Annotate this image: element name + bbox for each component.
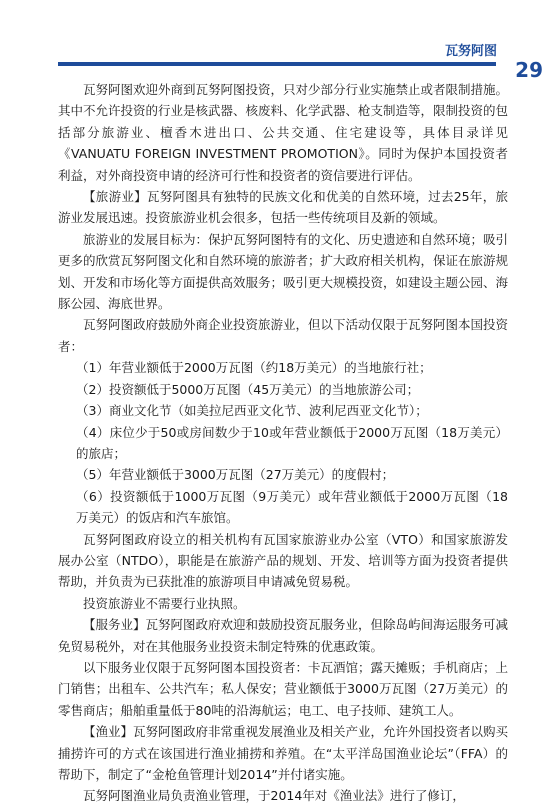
paragraph-tourism: 【旅游业】瓦努阿图具有独特的民族文化和优美的自然环境，过去25年，旅游业发展迅速。投资旅游业机会很多，包括一些传统项目及新的领域。 <box>58 189 508 226</box>
paragraph-tourism-restrictions: 瓦努阿图政府鼓励外商企业投资旅游业，但以下活动仅限于瓦努阿图本国投资者： <box>58 317 509 354</box>
list-item-5: （5）年营业额低于3000万瓦图（27万美元）的度假村； <box>76 467 395 483</box>
paragraph-fisheries-management: 瓦努阿图渔业局负责渔业管理，于2014年对《渔业法》进行了修订， <box>83 788 465 804</box>
paragraph-tourism-license: 投资旅游业不需要行业执照。 <box>83 595 246 611</box>
paragraph-intro: 瓦努阿图欢迎外商到瓦努阿图投资，只对少部分行业实施禁止或者限制措施。其中不允许投资的行业是核武器、核废料、化学武器、枪支制造等，限制投资的包括部分旅游业、檀香木进出口、公共交通、住宅建设等，具体目录详见《VANUATU FOREIGN INVESTMENT PROMOTION》。同时为保护本国投资者利益，对外商投资申请的经济可行性和投资者的资信要进行评估。 <box>58 82 509 183</box>
paragraph-services: 【服务业】瓦努阿图政府欢迎和鼓励投资瓦服务业，但除岛屿间海运服务可减免贸易税外，对在其他服务业投资未制定特殊的优惠政策。 <box>58 617 509 654</box>
paragraph-fisheries: 【渔业】瓦努阿图政府非常重视发展渔业及相关产业，允许外国投资者以购买捕捞许可的方式在该国进行渔业捕捞和养殖。在“太平洋岛国渔业论坛”（FFA）的帮助下，制定了“金枪鱼管理计划2014”并付诸实施。 <box>58 724 509 782</box>
list-item-6: （6）投资额低于1000万瓦图（9万美元）或年营业额低于2000万瓦图（18万美元）的饭店和汽车旅馆。 <box>76 488 508 526</box>
header-rule <box>58 62 496 66</box>
body-text <box>58 79 508 807</box>
paragraph-services-restrictions: 以下服务业仅限于瓦努阿图本国投资者：卡瓦酒馆；露天摊贩；手机商店；上门销售；出租车、公共汽车；私人保安；营业额低于3000万瓦图（27万美元）的零售商店；船舶重量低于80吨的沿海航运；电工、电子技师、建筑工人。 <box>58 659 509 718</box>
running-header-title: 瓦努阿图 <box>444 44 497 59</box>
paragraph-tourism-agencies: 瓦努阿图政府设立的相关机构有瓦国家旅游业办公室（VTO）和国家旅游发展办公室（NTDO），职能是在旅游产品的规划、开发、培训等方面为投资者提供帮助，并负责为已获批准的旅游项目申请减免贸易税。 <box>58 531 508 590</box>
list-item-2: （2）投资额低于5000万瓦图（45万美元）的当地旅游公司； <box>76 381 420 397</box>
paragraph-tourism-goals: 旅游业的发展目标为：保护瓦努阿图特有的文化、历史遗迹和自然环境；吸引更多的欣赏瓦努阿图文化和自然环境的旅游者；扩大政府相关机构，保证在旅游规划、开发和市场化等方面提供高效服务；吸引更大规模投资，如建设主题公园、海豚公园、海底世界。 <box>58 231 509 312</box>
page-number: 29 <box>515 58 543 82</box>
list-item-1: （1）年营业额低于2000万瓦图（约18万美元）的当地旅行社； <box>76 360 432 376</box>
list-item-3: （3）商业文化节（如美拉尼西亚文化节、波利尼西亚文化节）； <box>76 403 428 419</box>
list-item-4: （4）床位少于50或房间数少于10或年营业额低于2000万瓦图（18万美元）的旅店； <box>76 424 508 461</box>
